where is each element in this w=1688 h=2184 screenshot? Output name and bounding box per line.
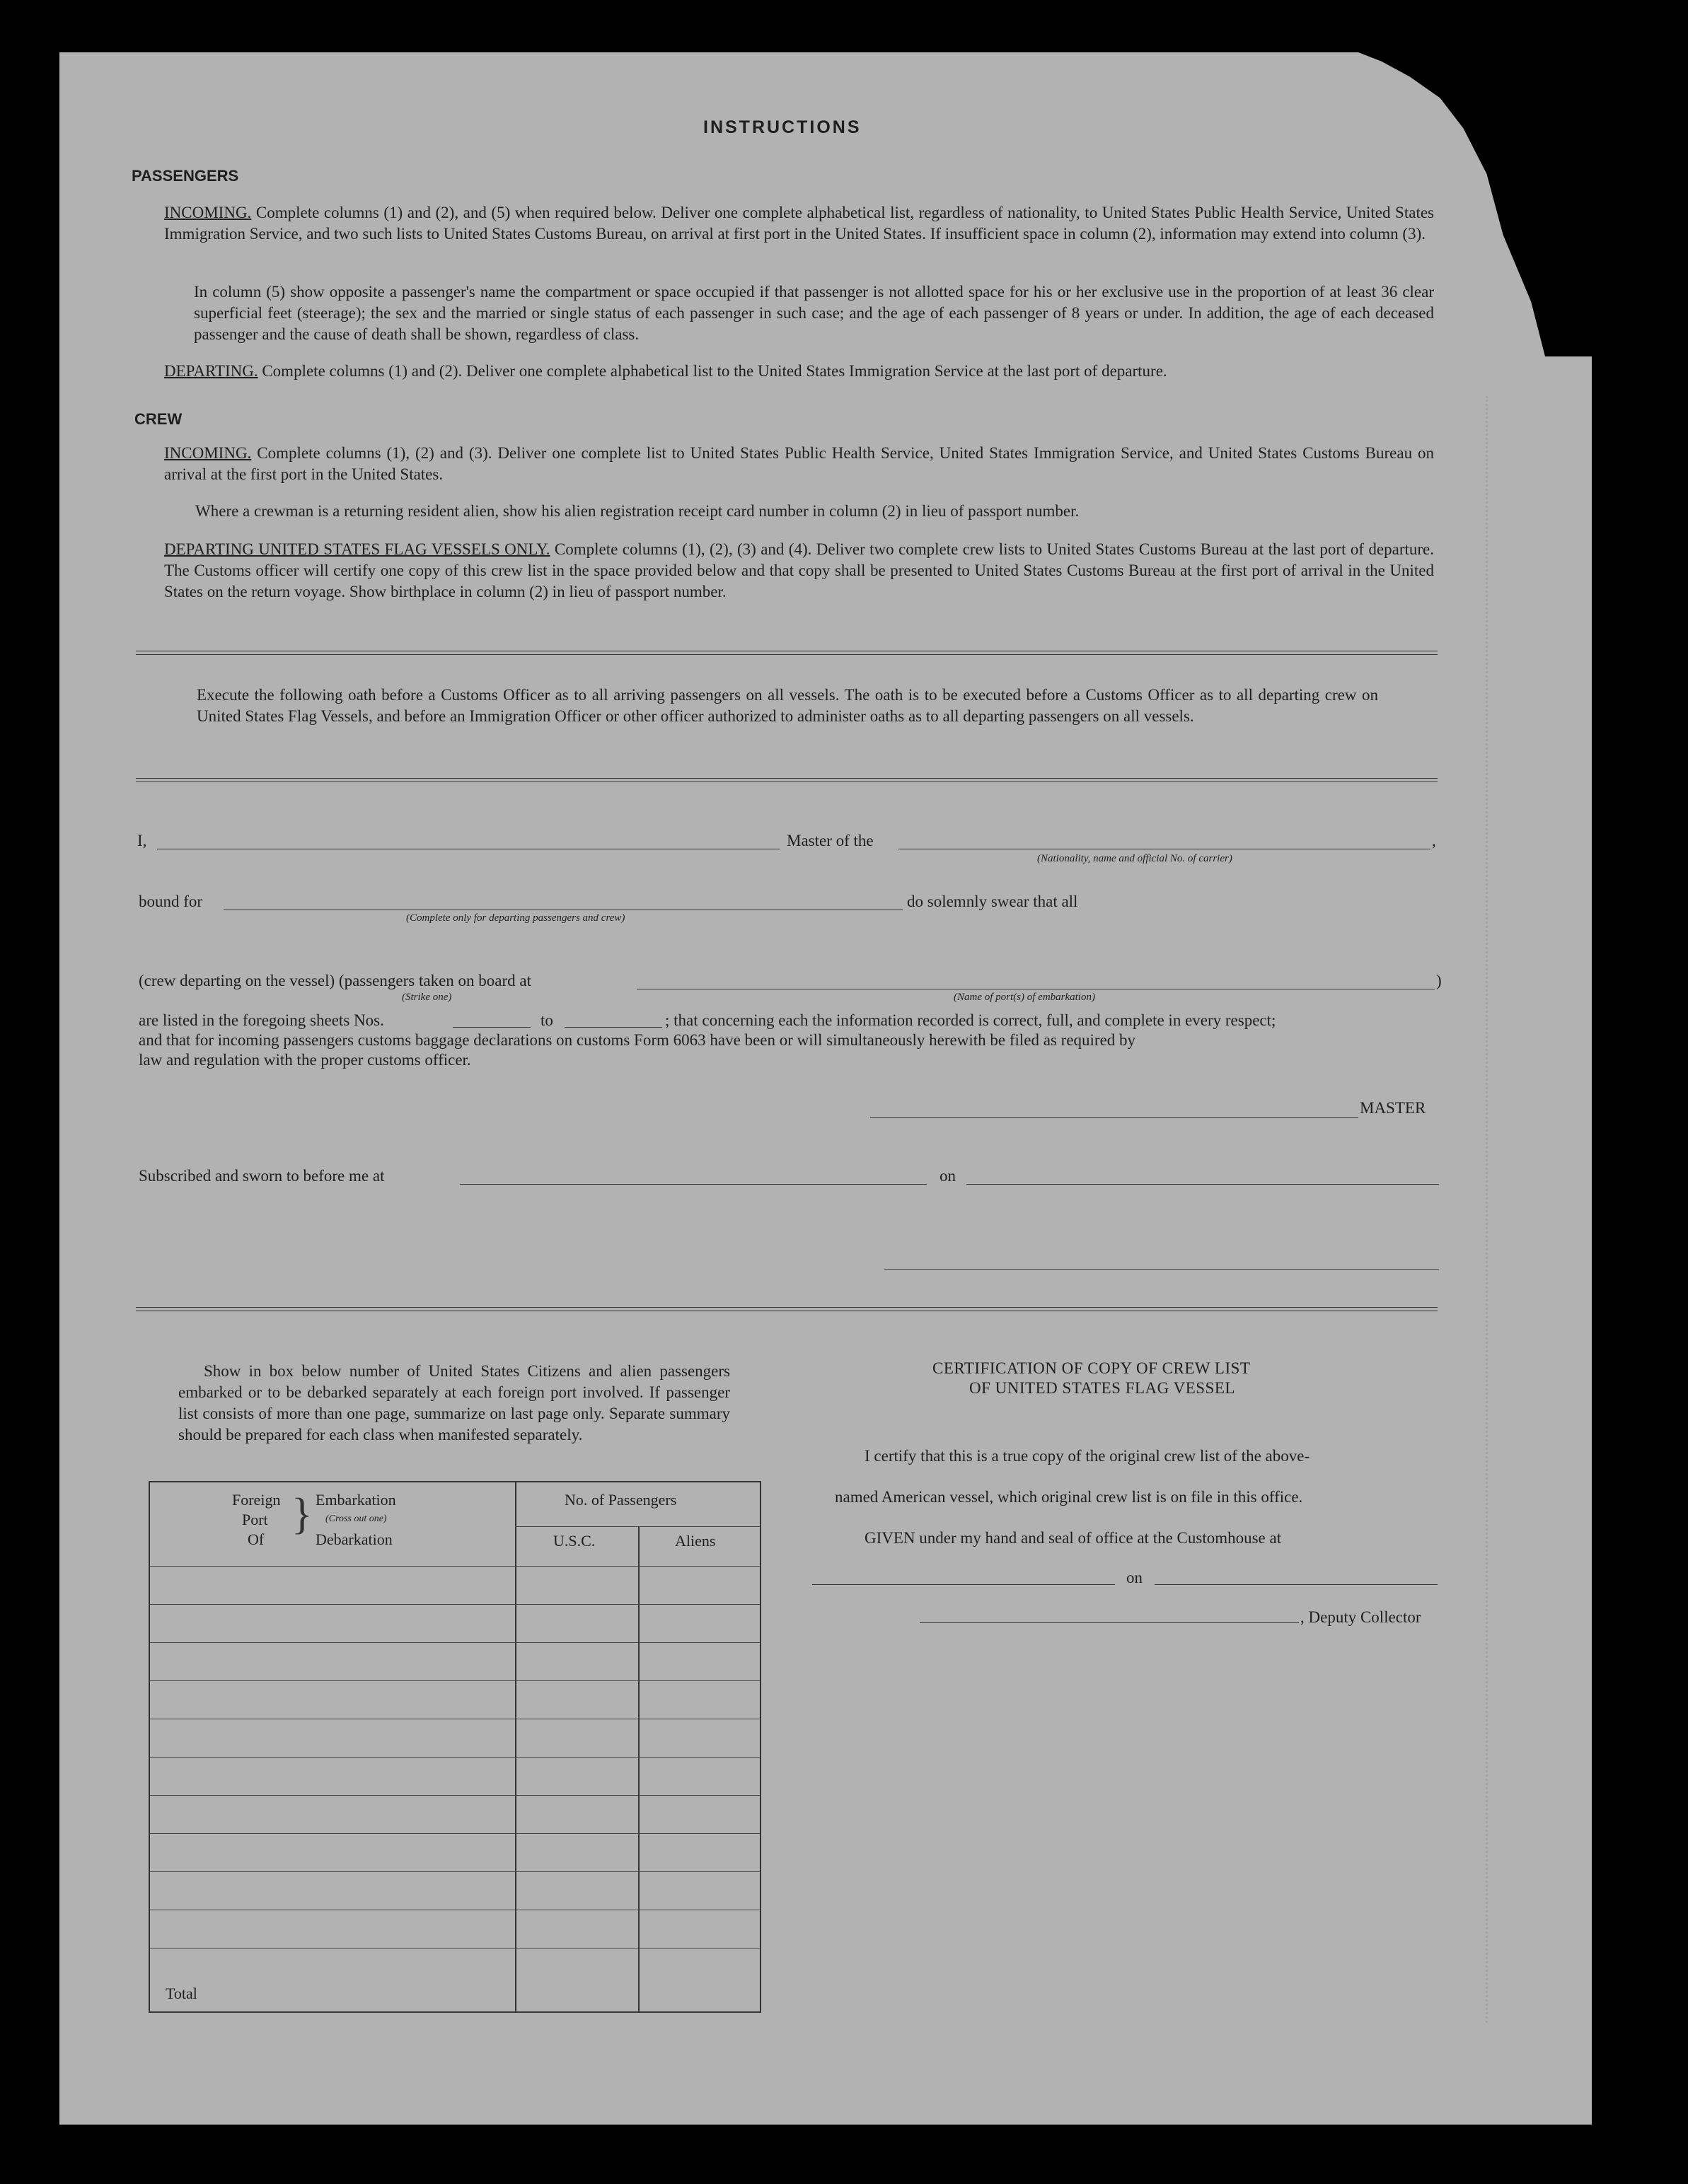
table-header-foreign: Foreign	[232, 1491, 281, 1509]
passengers-incoming-paragraph	[164, 202, 1434, 245]
passengers-incoming-text: Complete columns (1) and (2), and (5) when required below. Deliver one complete alphabetical list, regardless of nationality, to United States Public Health Service, United States Immigration Service, and two such lists to United States Customs Bureau, on arrival at first port in the United States. If insufficient space in column (2), information may extend into column (3).	[164, 204, 1434, 243]
port-note: (Name of port(s) of embarkation)	[954, 992, 1095, 1003]
passengers-departing-paragraph	[164, 361, 1434, 382]
passenger-summary-table	[149, 1481, 761, 2013]
table-header-cross-out: (Cross out one)	[325, 1514, 387, 1524]
table-header-no-passengers: No. of Passengers	[565, 1491, 677, 1509]
customhouse-field[interactable]	[812, 1584, 1115, 1585]
certification-heading-1: CERTIFICATION OF COPY OF CREW LIST	[932, 1359, 1251, 1377]
table-row-line	[150, 1871, 760, 1872]
passengers-column5-paragraph: In column (5) show opposite a passenger's name the compartment or space occupied if that passenger is not allotted space for his or her exclusive use in the proportion of at least 36 clear superficial feet (steerage); the sex and the married or single status of each passenger in such case; and the age of each passenger of 8 years or under. In addition, the age of each deceased passenger and the cause of death shall be shown, regardless of class.	[194, 283, 1434, 343]
table-row-line	[150, 1642, 760, 1643]
crew-alien-paragraph: Where a crewman is a returning resident alien, show his alien registration receipt card number in column (2) in lieu of passport number.	[195, 502, 1080, 520]
crew-incoming-paragraph	[164, 443, 1434, 485]
crew-departing-paragraph	[164, 539, 1434, 603]
oath-instructions-paragraph: Execute the following oath before a Customs Officer as to all arriving passengers on all vessels. The oath is to be executed before a Customs Officer as to all departing crew on United States Flag Vessels, and before an Immigration Officer or other officer authorized to administer oaths as to all departing passengers on all vessels.	[197, 686, 1378, 725]
subscribed-text: Subscribed and sworn to before me at	[139, 1167, 385, 1185]
divider-double	[136, 778, 1438, 782]
table-header-port: Port	[242, 1511, 268, 1528]
table-row-line	[150, 1680, 760, 1681]
carrier-note: (Nationality, name and official No. of carrier)	[1037, 853, 1232, 864]
close-paren: )	[1436, 972, 1442, 989]
sworn-date-field[interactable]	[966, 1184, 1439, 1185]
table-header-aliens: Aliens	[675, 1532, 716, 1550]
divider-double	[136, 651, 1438, 655]
deputy-collector-label: , Deputy Collector	[1300, 1608, 1421, 1626]
officer-signature-field[interactable]	[884, 1269, 1439, 1270]
certification-on-label: on	[1126, 1569, 1143, 1586]
crew-incoming-lead: INCOMING.	[164, 444, 252, 462]
comma: ,	[1432, 832, 1436, 849]
oath-i-label: I,	[137, 832, 147, 849]
crew-departing-text: Complete columns (1), (2), (3) and (4). Deliver two complete crew lists to United States Customs Bureau at the last port of departure. The Customs officer will certify one copy of this crew list in the space provided below and that copy shall be presented to United States Customs Bureau at the first port of arrival in the United States on the return voyage. Show birthplace in column (2) in lieu of passport number.	[164, 540, 1435, 600]
table-row-line	[150, 1604, 760, 1605]
oath-line-2: and that for incoming passengers customs baggage declarations on customs Form 6063 have been or will simultaneously herewith be filed as required by	[139, 1031, 1136, 1049]
certification-line-1: I certify that this is a true copy of the original crew list of the above-	[865, 1447, 1310, 1465]
strike-one-note: (Strike one)	[402, 992, 452, 1003]
crew-departing-lead: DEPARTING UNITED STATES FLAG VESSELS ONLY.	[164, 540, 550, 558]
certification-line-2: named American vessel, which original crew list is on file in this office.	[835, 1488, 1303, 1506]
passengers-heading: PASSENGERS	[132, 167, 239, 185]
crew-departing-text: (crew departing on the vessel) (passengers taken on board at	[139, 972, 531, 989]
passengers-incoming-lead: INCOMING.	[164, 204, 252, 221]
sworn-on-label: on	[940, 1167, 956, 1185]
solemnly-swear-text: do solemnly swear that all	[907, 893, 1078, 910]
master-signature-field[interactable]	[870, 1117, 1358, 1118]
certification-heading-2: OF UNITED STATES FLAG VESSEL	[969, 1379, 1235, 1397]
crew-incoming-text: Complete columns (1), (2) and (3). Deliver one complete list to United States Public Health Service, United States Immigration Service, and United States Customs Bureau on arrival at the first port in the United States.	[164, 444, 1435, 483]
to-label: to	[540, 1011, 553, 1029]
table-header-usc: U.S.C.	[553, 1532, 596, 1550]
listed-sheets-text: are listed in the foregoing sheets Nos.	[139, 1011, 384, 1029]
certification-line-3: GIVEN under my hand and seal of office at the Customhouse at	[865, 1529, 1282, 1547]
listed-rest-text: ; that concerning each the information recorded is correct, full, and complete in every respect;	[665, 1011, 1276, 1029]
table-row-line	[150, 1757, 760, 1758]
bound-note: (Complete only for departing passengers and crew)	[406, 912, 625, 924]
divider-double	[136, 1307, 1438, 1311]
bound-for-label: bound for	[139, 893, 203, 910]
sworn-place-field[interactable]	[460, 1184, 927, 1185]
oath-line-3: law and regulation with the proper customs officer.	[139, 1051, 471, 1069]
deputy-signature-field[interactable]	[920, 1622, 1299, 1623]
table-row-line	[150, 1795, 760, 1796]
table-header-bottom	[150, 1566, 760, 1567]
certification-date-field[interactable]	[1155, 1584, 1438, 1585]
crew-heading: CREW	[134, 410, 183, 428]
table-total-label: Total	[166, 1985, 197, 2002]
page-title: INSTRUCTIONS	[703, 117, 862, 137]
brace-glyph: }	[291, 1490, 313, 1538]
summary-instructions-paragraph: Show in box below number of United States Citizens and alien passengers embarked or to be debarked separately at each foreign port involved. If passenger list consists of more than one page, summarize on last page only. Separate summary should be prepared for each class when manifested separately.	[178, 1362, 730, 1444]
master-label: MASTER	[1360, 1099, 1426, 1117]
passengers-departing-text: Complete columns (1) and (2). Deliver one complete alphabetical list to the United States Immigration Service at the last port of departure.	[262, 362, 1167, 380]
table-column-divider	[638, 1526, 640, 2011]
sheet-from-field[interactable]	[453, 1027, 531, 1028]
table-column-divider	[515, 1482, 516, 2011]
table-row-line	[150, 1833, 760, 1834]
table-header-of: Of	[248, 1530, 265, 1548]
table-header-divider	[515, 1526, 760, 1527]
master-of-label: Master of the	[787, 832, 874, 849]
table-header-debarkation: Debarkation	[316, 1530, 393, 1548]
bleed-through-marks	[1486, 396, 1530, 2023]
table-header-embarkation: Embarkation	[316, 1491, 396, 1509]
passengers-departing-lead: DEPARTING.	[164, 362, 258, 380]
sheet-to-field[interactable]	[565, 1027, 662, 1028]
